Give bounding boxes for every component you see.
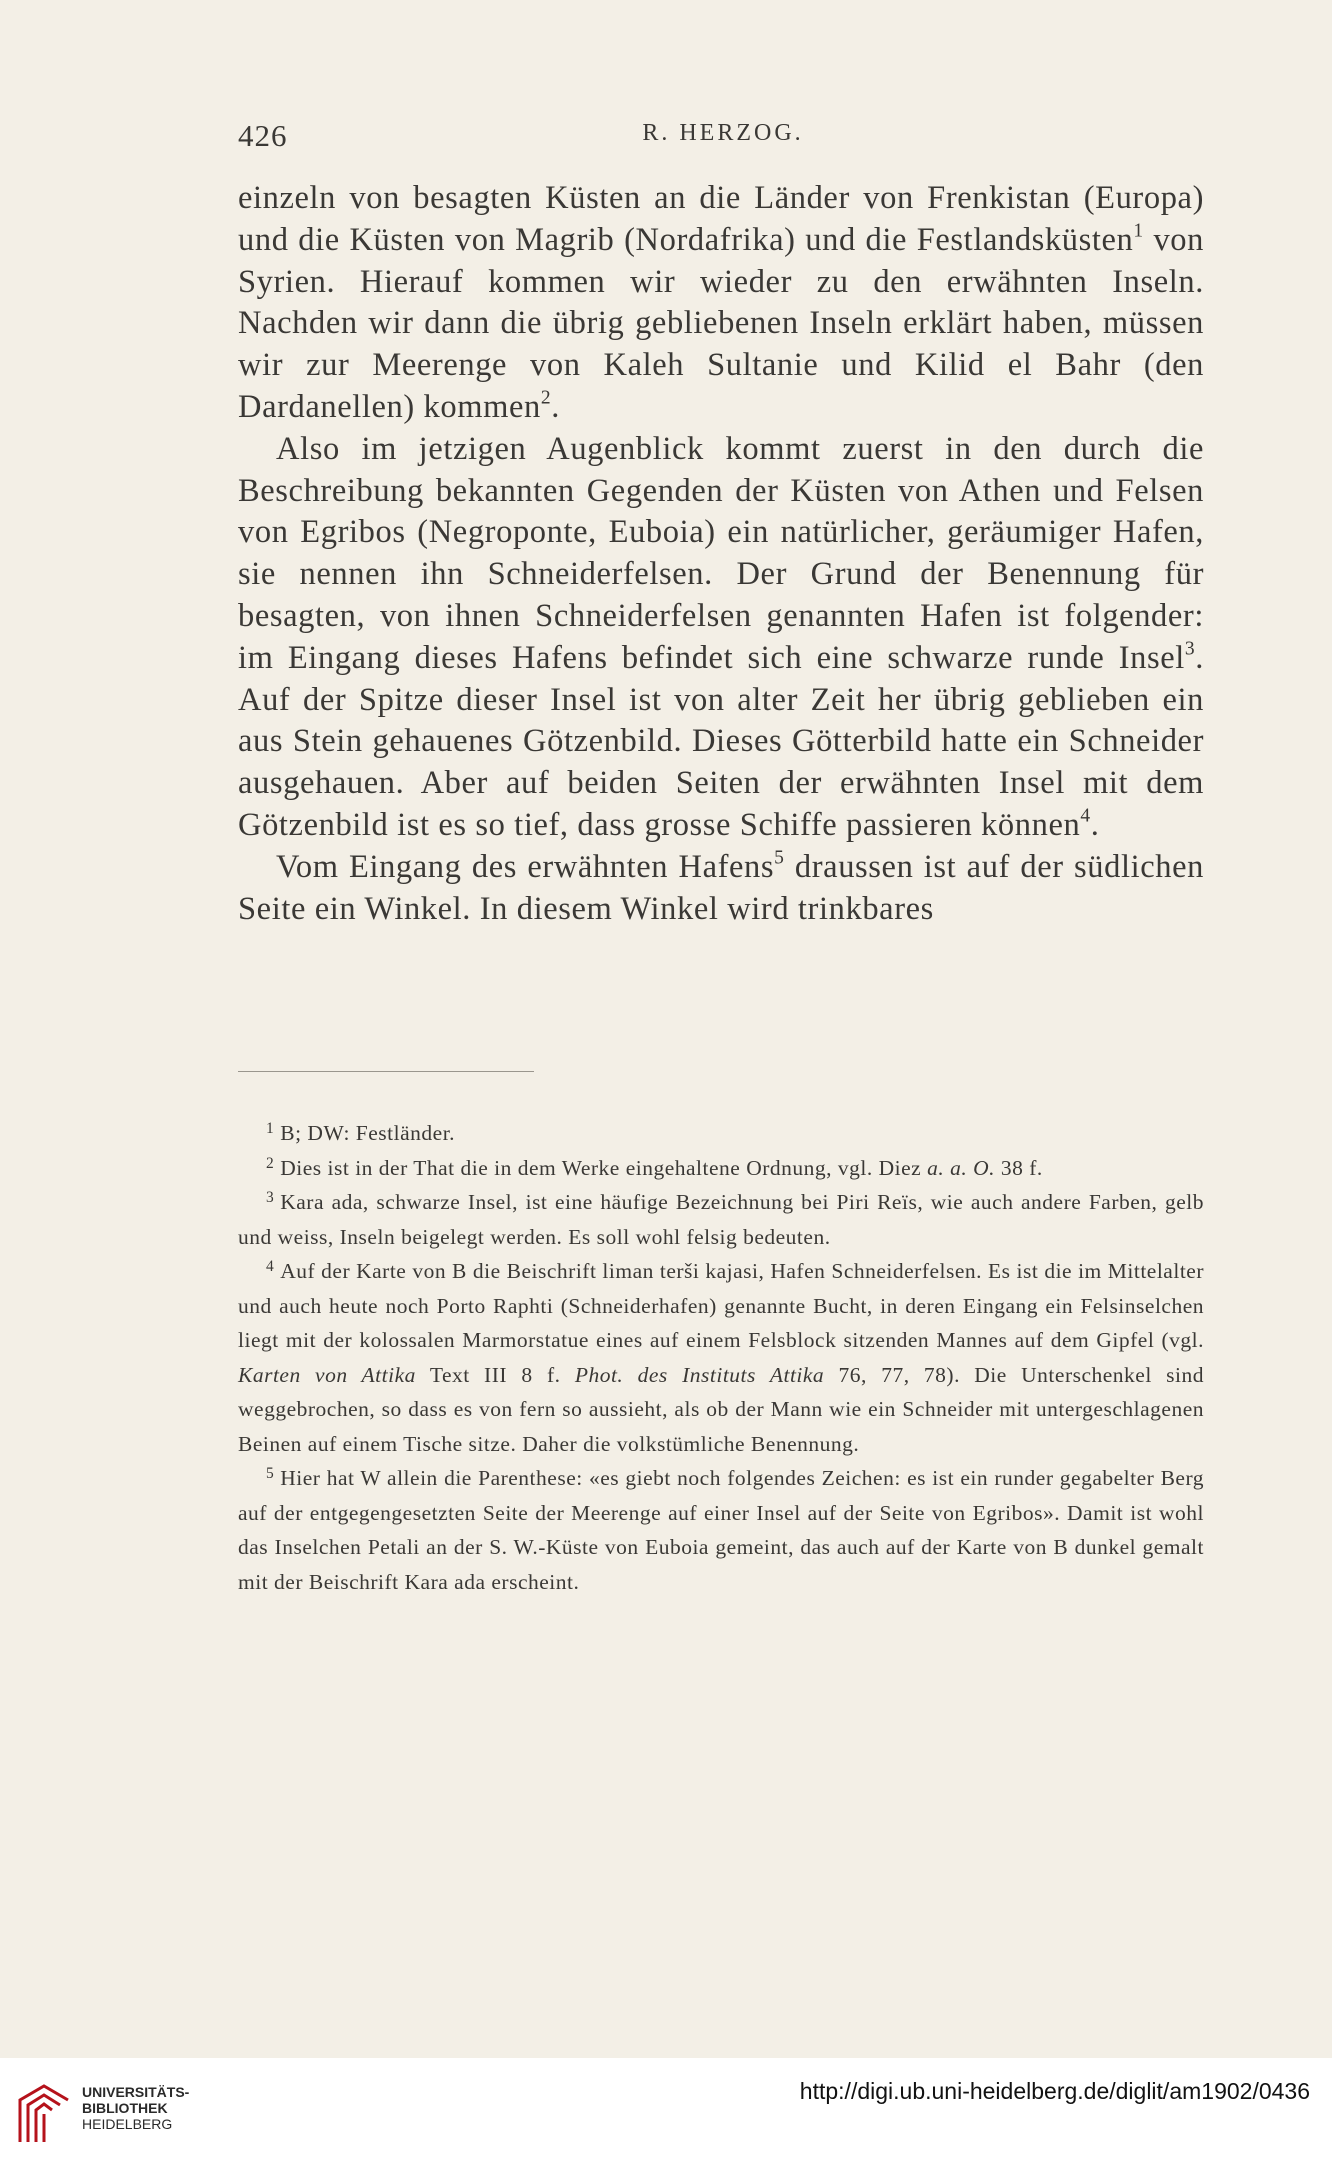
footnote: [238, 1461, 1204, 1599]
library-name-line: HEIDELBERG: [82, 2116, 173, 2132]
paragraph: [238, 178, 1204, 429]
footnote-ref[interactable]: 1: [1133, 220, 1144, 242]
page-number: 426: [238, 118, 288, 153]
viewer-footer: [0, 2058, 1332, 2158]
footnote-text: Kara ada, schwarze Insel, ist eine häufige Bezeichnung bei Piri Reïs, wie auch andere Farben, gelb und weiss, Inseln beigelegt werden. Es soll wohl felsig bedeuten.: [238, 1190, 1204, 1249]
text-span: von Syrien. Hierauf kommen wir wieder zu den erwähnten Inseln. Nachden wir dann die übrig gebliebenen Inseln erklärt haben, müssen wir zur Meerenge von Kaleh Sultanie und Kilid el Bahr (den Dardanellen) kommen: [238, 221, 1204, 425]
footnotes: [238, 1116, 1204, 1599]
footnote-italic: a. a. O.: [927, 1155, 995, 1180]
footnote-text: 38 f.: [995, 1155, 1043, 1180]
text-span: . Auf der Spitze dieser Insel ist von alter Zeit her übrig geblieben ein aus Stein gehauenes Götzenbild. Dieses Götterbild hatte ein Schneider ausgehauen. Aber auf beiden Seiten der erwähnten Insel mit dem Götzenbild ist es so tief, dass grosse Schiffe passieren können: [238, 639, 1204, 843]
running-head-author: R. HERZOG.: [642, 120, 804, 146]
footnote-ref[interactable]: 2: [540, 387, 552, 409]
footnote-italic: Phot. des Instituts Attika: [574, 1362, 825, 1387]
text-span: .: [551, 388, 560, 425]
footnote: [238, 1151, 1204, 1186]
library-logo-icon[interactable]: [14, 2078, 74, 2148]
footnote-mark: 1: [266, 1120, 275, 1138]
text-span: Also im jetzigen Augenblick kommt zuerst in den durch die Beschreibung bekannten Gegenden der Küsten von Athen und Felsen von Egribos (Negroponte, Euboia) ein natürlicher, geräumiger Hafen, sie nennen ihn Schneiderfelsen. Der Grund der Benennung für besagten, von ihnen Schneiderfelsen genannten Hafen ist folgender: im Eingang dieses Hafens befindet sich eine schwarze runde Insel: [238, 430, 1204, 676]
running-head: [238, 118, 1208, 158]
library-name-line: BIBLIOTHEK: [82, 2100, 168, 2116]
footnote-text: Hier hat W allein die Parenthese: «es giebt noch folgendes Zeichen: es ist ein runder gegabelter Berg auf der entgegengesetzten Seite der Meerenge auf einer Insel auf der Seite von Egribos». Damit ist wohl das Inselchen Petali an der S. W.-Küste von Euboia gemeint, das auch auf der Karte von B dunkel gemalt mit der Beischrift Kara ada erscheint.: [238, 1466, 1204, 1594]
paragraph: [238, 429, 1204, 847]
text-span: Vom Eingang des erwähnten Hafens: [276, 848, 775, 885]
footnote-italic: Karten von Attika: [238, 1362, 416, 1387]
footnote: [238, 1254, 1204, 1461]
paragraph: [238, 847, 1204, 931]
footnote-divider: [238, 1071, 534, 1072]
footnote-ref[interactable]: 3: [1184, 638, 1196, 660]
footnote-mark: 4: [266, 1258, 275, 1276]
main-text: [238, 178, 1204, 930]
footnote-text: B; DW: Festländer.: [280, 1121, 456, 1145]
footnote-text: 76, 77, 78). Die Unterschenkel sind weggebrochen, so dass es von fern so aussieht, als ob der Mann wie ein Schneider mit untergeschlagenen Beinen auf einem Tische sitze. Daher die volkstümliche Benennung.: [238, 1362, 1204, 1456]
footnote-ref[interactable]: 5: [774, 847, 785, 869]
page-url-link[interactable]: http://digi.ub.uni-heidelberg.de/diglit/am1902/0436: [799, 2078, 1310, 2104]
text-span: einzeln von besagten Küsten an die Länder von Frenkistan (Europa) und die Küsten von Magrib (Nordafrika) und die Festlandsküsten: [238, 180, 1204, 258]
footnote-mark: 2: [266, 1154, 275, 1172]
footnote-text: Text III 8 f.: [415, 1362, 575, 1387]
footnote-ref[interactable]: 4: [1080, 805, 1091, 827]
text-span: draussen ist auf der südlichen Seite ein Winkel. In diesem Winkel wird trinkbares: [238, 848, 1204, 927]
footnote: [238, 1185, 1204, 1254]
text-span: .: [1090, 806, 1100, 843]
footnote-mark: 3: [266, 1189, 275, 1207]
footnote-text: Dies ist in der That die in dem Werke eingehaltene Ordnung, vgl. Diez: [280, 1155, 928, 1180]
library-name: [82, 2084, 189, 2132]
footnote: [238, 1116, 1204, 1151]
footnote-mark: 5: [266, 1465, 275, 1483]
library-name-line: UNIVERSITÄTS-: [82, 2084, 190, 2100]
footnote-text: Auf der Karte von B die Beischrift liman terši kajasi, Hafen Schneiderfelsen. Es ist die im Mittelalter und auch heute noch Porto Raphti (Schneiderhafen) genannte Bucht, in deren Eingang ein Felsinselchen liegt mit der kolossalen Marmorstatue eines auf einem Felsblock sitzenden Mannes auf dem Gipfel (vgl.: [238, 1259, 1204, 1352]
